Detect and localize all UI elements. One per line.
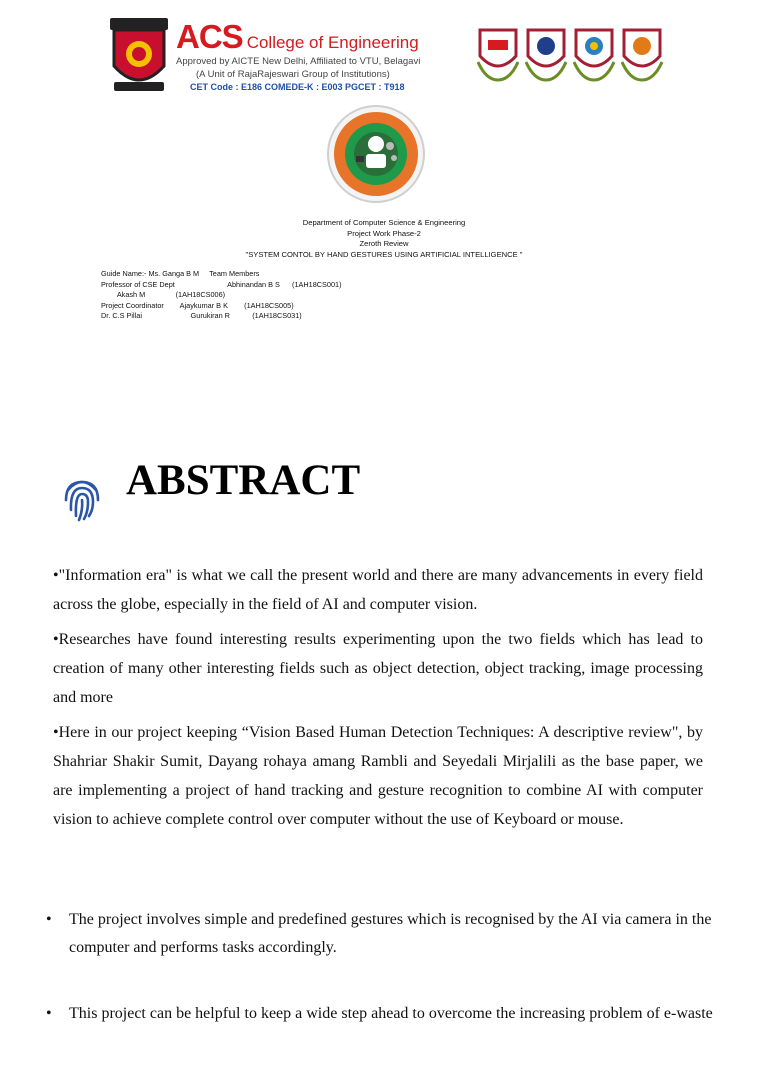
vtu-badge-icon [622,30,662,80]
team-line: Guide Name:- Ms. Ganga B M Team Members [101,269,260,278]
department-name: Department of Computer Science & Engineering [302,218,466,227]
project-info [150,218,618,260]
abstract-paragraph: •"Information era" is what we call the present world and there are many advancements in every field across the globe, especially in the field of AI and computer vision. [53,567,703,613]
project-phase: Project Work Phase-2 [347,228,421,238]
university-emblem-icon [326,104,426,204]
college-short-name: ACS [176,18,243,55]
abstract-paragraphs [53,561,703,840]
college-logo [108,16,421,96]
naac-badge-icon [478,30,518,80]
college-name [176,18,419,56]
abstract-paragraph: •Here in our project keeping “Vision Based Human Detection Techniques: A descriptive review", by Shahriar Shakir Sumit, Dayang rohaya amang Rambli and Seyedali Mirjalili as the base paper, we are implementing a project of hand tracking and gesture recognition to combine AI with computer vision to achieve complete control over computer without the use of Keyboard or mouse. [53,724,703,828]
team-line: Dr. C.S Pillai Gurukiran R (1AH18CS031) [101,311,302,320]
abstract-paragraph: •Researches have found interesting results experimenting upon the two fields which has lead to creation of many other interesting fields such as object detection, object tracking, image processing and more [53,631,703,706]
accreditation-badges [476,24,666,84]
fingerprint-icon [62,474,102,522]
team-info [101,269,342,322]
list-item [46,906,722,962]
bullet-text: The project involves simple and predefined gestures which is recognised by the AI via camera in the computer and performs tasks accordingly. [69,911,712,956]
bullet-dot: • [46,911,52,928]
aicte-badge-icon [574,30,614,80]
approval-line: Approved by AICTE New Delhi, Affiliated to VTU, Belagavi [176,56,421,67]
cet-code-line: CET Code : E186 COMEDE-K : E003 PGCET : T918 [190,82,405,92]
unit-line: (A Unit of RajaRajeswari Group of Institutions) [196,69,390,80]
review-name: Zeroth Review [359,239,409,248]
college-full-name: College of Engineering [246,33,419,52]
bullet-text: This project can be helpful to keep a wide step ahead to overcome the increasing problem of e-waste [69,1005,713,1022]
team-line: Project Coordinator Ajaykumar B K (1AH18CS005) [101,300,294,310]
iso-badge-icon [526,30,566,80]
college-shield-icon [108,16,170,94]
abstract-bullet-list [46,906,722,1066]
team-line: Professor of CSE Dept Abhinandan B S (1AH18CS001) [101,279,342,289]
bullet-dot: • [46,1005,52,1022]
project-title: "SYSTEM CONTOL BY HAND GESTURES USING ARTIFICIAL INTELLIGENCE " [245,249,523,259]
abstract-heading: ABSTRACT [126,457,361,504]
team-line: Akash M (1AH18CS006) [101,290,226,299]
